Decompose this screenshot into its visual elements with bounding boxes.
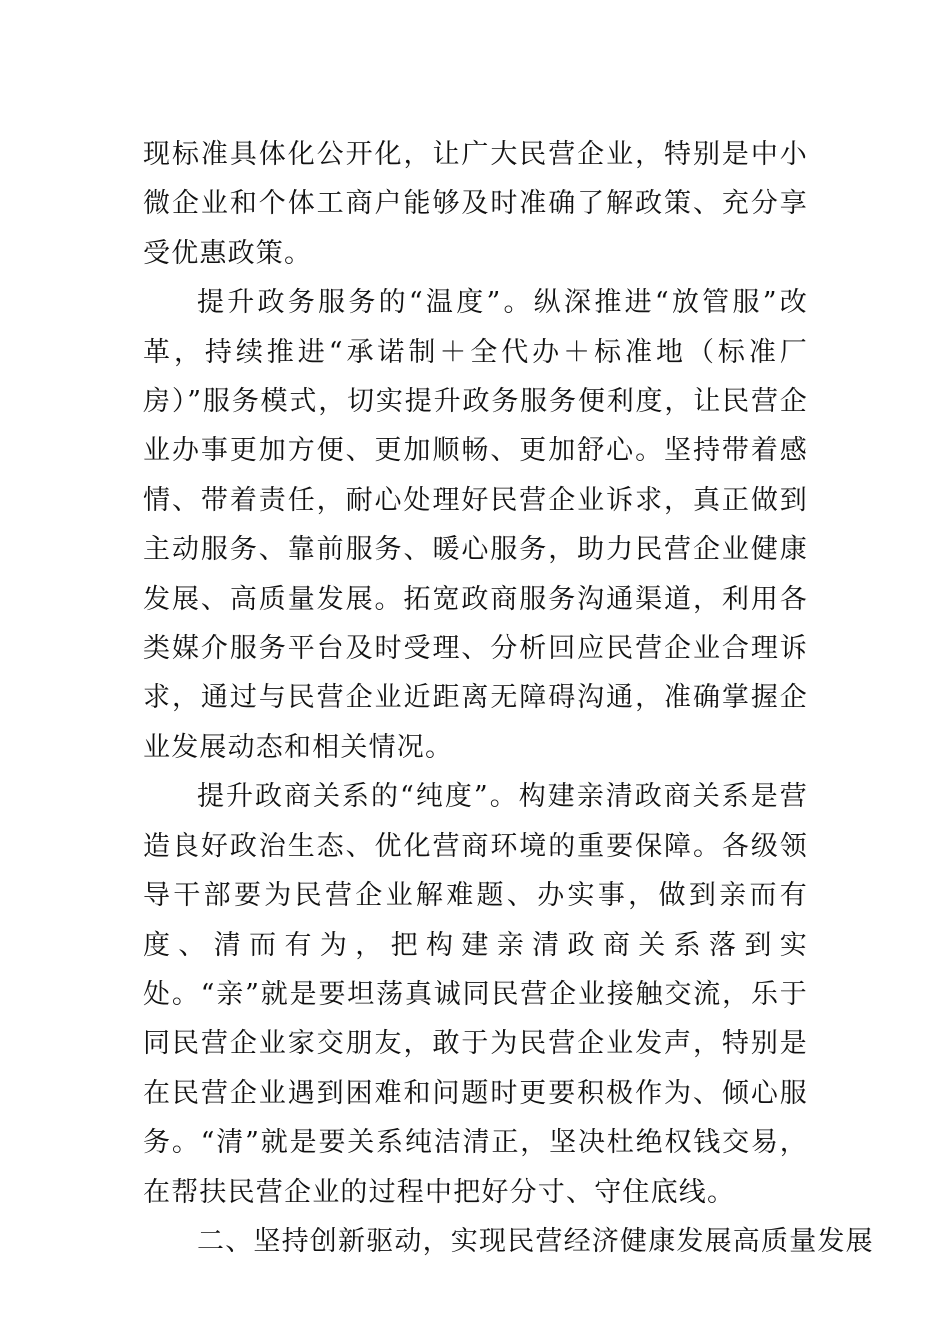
paragraph-service-warmth: 提升政务服务的“温度”。纵深推进“放管服”改革，持续推进“承诺制＋全代办＋标准地（标准厂房）”服务模式，切实提升政务服务便利度，让民营企业办事更加方便、更加顺畅、更加舒心。坚持带着感情、带着责任，耐心处理好民营企业诉求，真正做到主动服务、靠前服务、暖心服务，助力民营企业健康发展、高质量发展。拓宽政商服务沟通渠道，利用各类媒介服务平台及时受理、分析回应民营企业合理诉求，通过与民营企业近距离无障碍沟通，准确掌握企业发展动态和相关情况。 [143, 287, 808, 763]
document-body [143, 130, 874, 1266]
paragraph-policy-continuation: 现标准具体化公开化，让广大民营企业，特别是中小微企业和个体工商户能够及时准确了解政策、充分享受优惠政策。 [143, 139, 808, 269]
section-heading: 二、坚持创新驱动，实现民营经济健康发展高质量发展 [197, 1225, 874, 1257]
paragraph-business-relations-purity: 提升政商关系的“纯度”。构建亲清政商关系是营造良好政治生态、优化营商环境的重要保障。各级领导干部要为民营企业解难题、办实事，做到亲而有度、清而有为，把构建亲清政商关系落到实处。“亲”就是要坦荡真诚同民营企业接触交流，乐于同民营企业家交朋友，敢于为民营企业发声，特别是在民营企业遇到困难和问题时更要积极作为、倾心服务。“清”就是要关系纯洁清正，坚决杜绝权钱交易，在帮扶民营企业的过程中把好分寸、守住底线。 [143, 781, 808, 1208]
